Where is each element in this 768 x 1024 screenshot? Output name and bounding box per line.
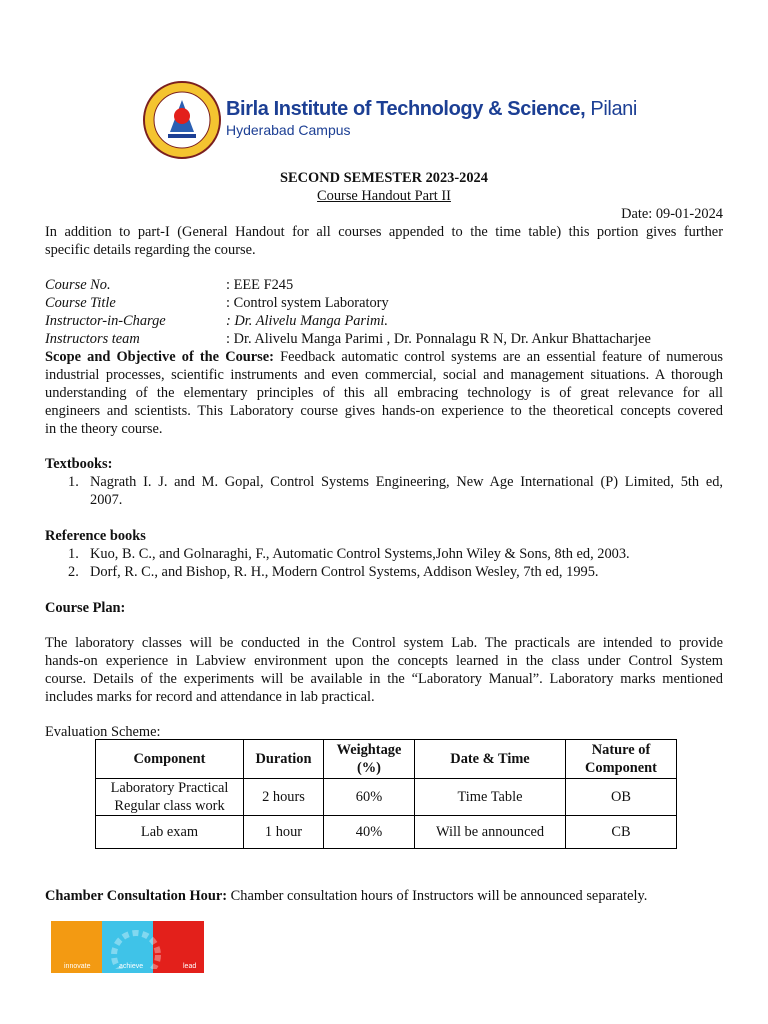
col-nature-line-1: Nature of	[591, 742, 651, 758]
textbooks-heading: Textbooks:	[45, 456, 113, 472]
col-duration: Duration	[244, 740, 324, 779]
banner-lead-word: lead	[183, 963, 197, 970]
course-title-label: Course Title	[45, 295, 116, 311]
institute-name-main: Birla Institute of Technology & Science,	[226, 98, 586, 120]
campus-name: Hyderabad Campus	[226, 122, 351, 138]
banner-innovate-word: innovate	[64, 963, 91, 970]
table-cell-date: Will be announced	[415, 816, 566, 849]
col-weightage-line-2: (%)	[357, 760, 381, 776]
table-cell-date: Time Table	[415, 779, 566, 816]
col-date-time: Date & Time	[415, 740, 566, 779]
table-cell-weight: 60%	[324, 779, 415, 816]
course-title-value: : Control system Laboratory	[226, 295, 389, 311]
reference-1: Kuo, B. C., and Golnaraghi, F., Automatic Control Systems,John Wiley & Sons, 8th ed, 2003.	[90, 546, 630, 562]
course-plan-line-2: hands-on experience in Labview environment upon the concepts learned in the class under Control System	[45, 653, 723, 669]
handout-title-wrap	[0, 187, 768, 205]
scope-line-1	[45, 348, 723, 366]
scope-heading: Scope and Objective of the Course:	[45, 349, 274, 365]
course-plan-line-3: course. Details of the experiments will be available in the “Laboratory Manual”. Laboratory marks mentioned	[45, 671, 723, 687]
evaluation-table	[95, 739, 677, 849]
semester-title: SECOND SEMESTER 2023-2024	[280, 170, 488, 186]
scope-line-5: in the theory course.	[45, 421, 163, 437]
col-weightage	[324, 740, 415, 779]
table-cell-nature: CB	[566, 816, 677, 849]
textbook-num-1: 1.	[68, 474, 79, 490]
table-cell-component: Lab exam	[96, 816, 244, 849]
col-nature	[566, 740, 677, 779]
reference-num-2: 2.	[68, 564, 79, 580]
course-plan-line-1: The laboratory classes will be conducted in the Control system Lab. The practicals are intended to provide	[45, 635, 723, 651]
bits-logo	[142, 76, 637, 164]
table-cell-component	[96, 779, 244, 816]
table-cell-duration: 1 hour	[244, 816, 324, 849]
chamber-text: Chamber consultation hours of Instructors will be announced separately.	[227, 888, 648, 904]
scope-line-4: engineers and scientists. This Laboratory course gives hands-on experience to the theoretical concepts covered	[45, 403, 723, 419]
intro-line-2: specific details regarding the course.	[45, 242, 256, 258]
chamber-line	[45, 887, 723, 905]
reference-2: Dorf, R. C., and Bishop, R. H., Modern Control Systems, Addison Wesley, 7th ed, 1995.	[90, 564, 599, 580]
chamber-heading: Chamber Consultation Hour:	[45, 888, 228, 904]
scope-line-3: understanding of the elementary principles of this all embracing technology is of great relevance for all	[45, 385, 723, 401]
evaluation-label: Evaluation Scheme:	[45, 724, 161, 740]
table-cell-weight: 40%	[324, 816, 415, 849]
table-cell-duration: 2 hours	[244, 779, 324, 816]
reference-num-1: 1.	[68, 546, 79, 562]
handout-date: Date: 09-01-2024	[621, 206, 723, 222]
course-no-value: : EEE F245	[226, 277, 294, 293]
component-line-2: Regular class work	[114, 798, 225, 814]
col-component: Component	[96, 740, 244, 779]
institute-name	[226, 98, 637, 121]
instructor-in-charge-label: Instructor-in-Charge	[45, 313, 166, 329]
course-plan-line-4: includes marks for record and attendance in lab practical.	[45, 689, 375, 705]
table-row	[96, 816, 677, 849]
course-plan-heading: Course Plan:	[45, 600, 126, 616]
col-weightage-line-1: Weightage	[336, 742, 402, 758]
scope-text-1: Feedback automatic control systems are an essential feature of numerous	[273, 349, 724, 365]
course-no-label: Course No.	[45, 277, 111, 293]
footer-banner	[51, 921, 204, 973]
instructors-team-label: Instructors team	[45, 331, 140, 347]
instructor-in-charge-value: : Dr. Alivelu Manga Parimi.	[226, 313, 389, 329]
banner-achieve-word: achieve	[119, 963, 144, 970]
textbook-1-line-2: 2007.	[90, 492, 123, 508]
bits-emblem-icon	[142, 76, 222, 164]
table-row	[96, 779, 677, 816]
col-nature-line-2: Component	[585, 760, 657, 776]
scope-line-2: industrial processes, scientific instruments and even commercial, social and management situations. A thorough	[45, 367, 723, 383]
table-cell-nature: OB	[566, 779, 677, 816]
handout-title: Course Handout Part II	[317, 188, 451, 204]
instructors-team-value: : Dr. Alivelu Manga Parimi , Dr. Ponnalagu R N, Dr. Ankur Bhattacharjee	[226, 331, 651, 347]
textbook-1-line-1: Nagrath I. J. and M. Gopal, Control Systems Engineering, New Age International (P) Limited, 5th ed,	[90, 474, 723, 490]
component-line-1: Laboratory Practical	[110, 780, 229, 796]
reference-heading: Reference books	[45, 528, 146, 544]
institute-name-place: Pilani	[590, 98, 637, 120]
table-header-row	[96, 740, 677, 779]
gear-icon	[91, 925, 181, 969]
intro-line-1: In addition to part-I (General Handout for all courses appended to the time table) this portion gives further	[45, 224, 723, 240]
